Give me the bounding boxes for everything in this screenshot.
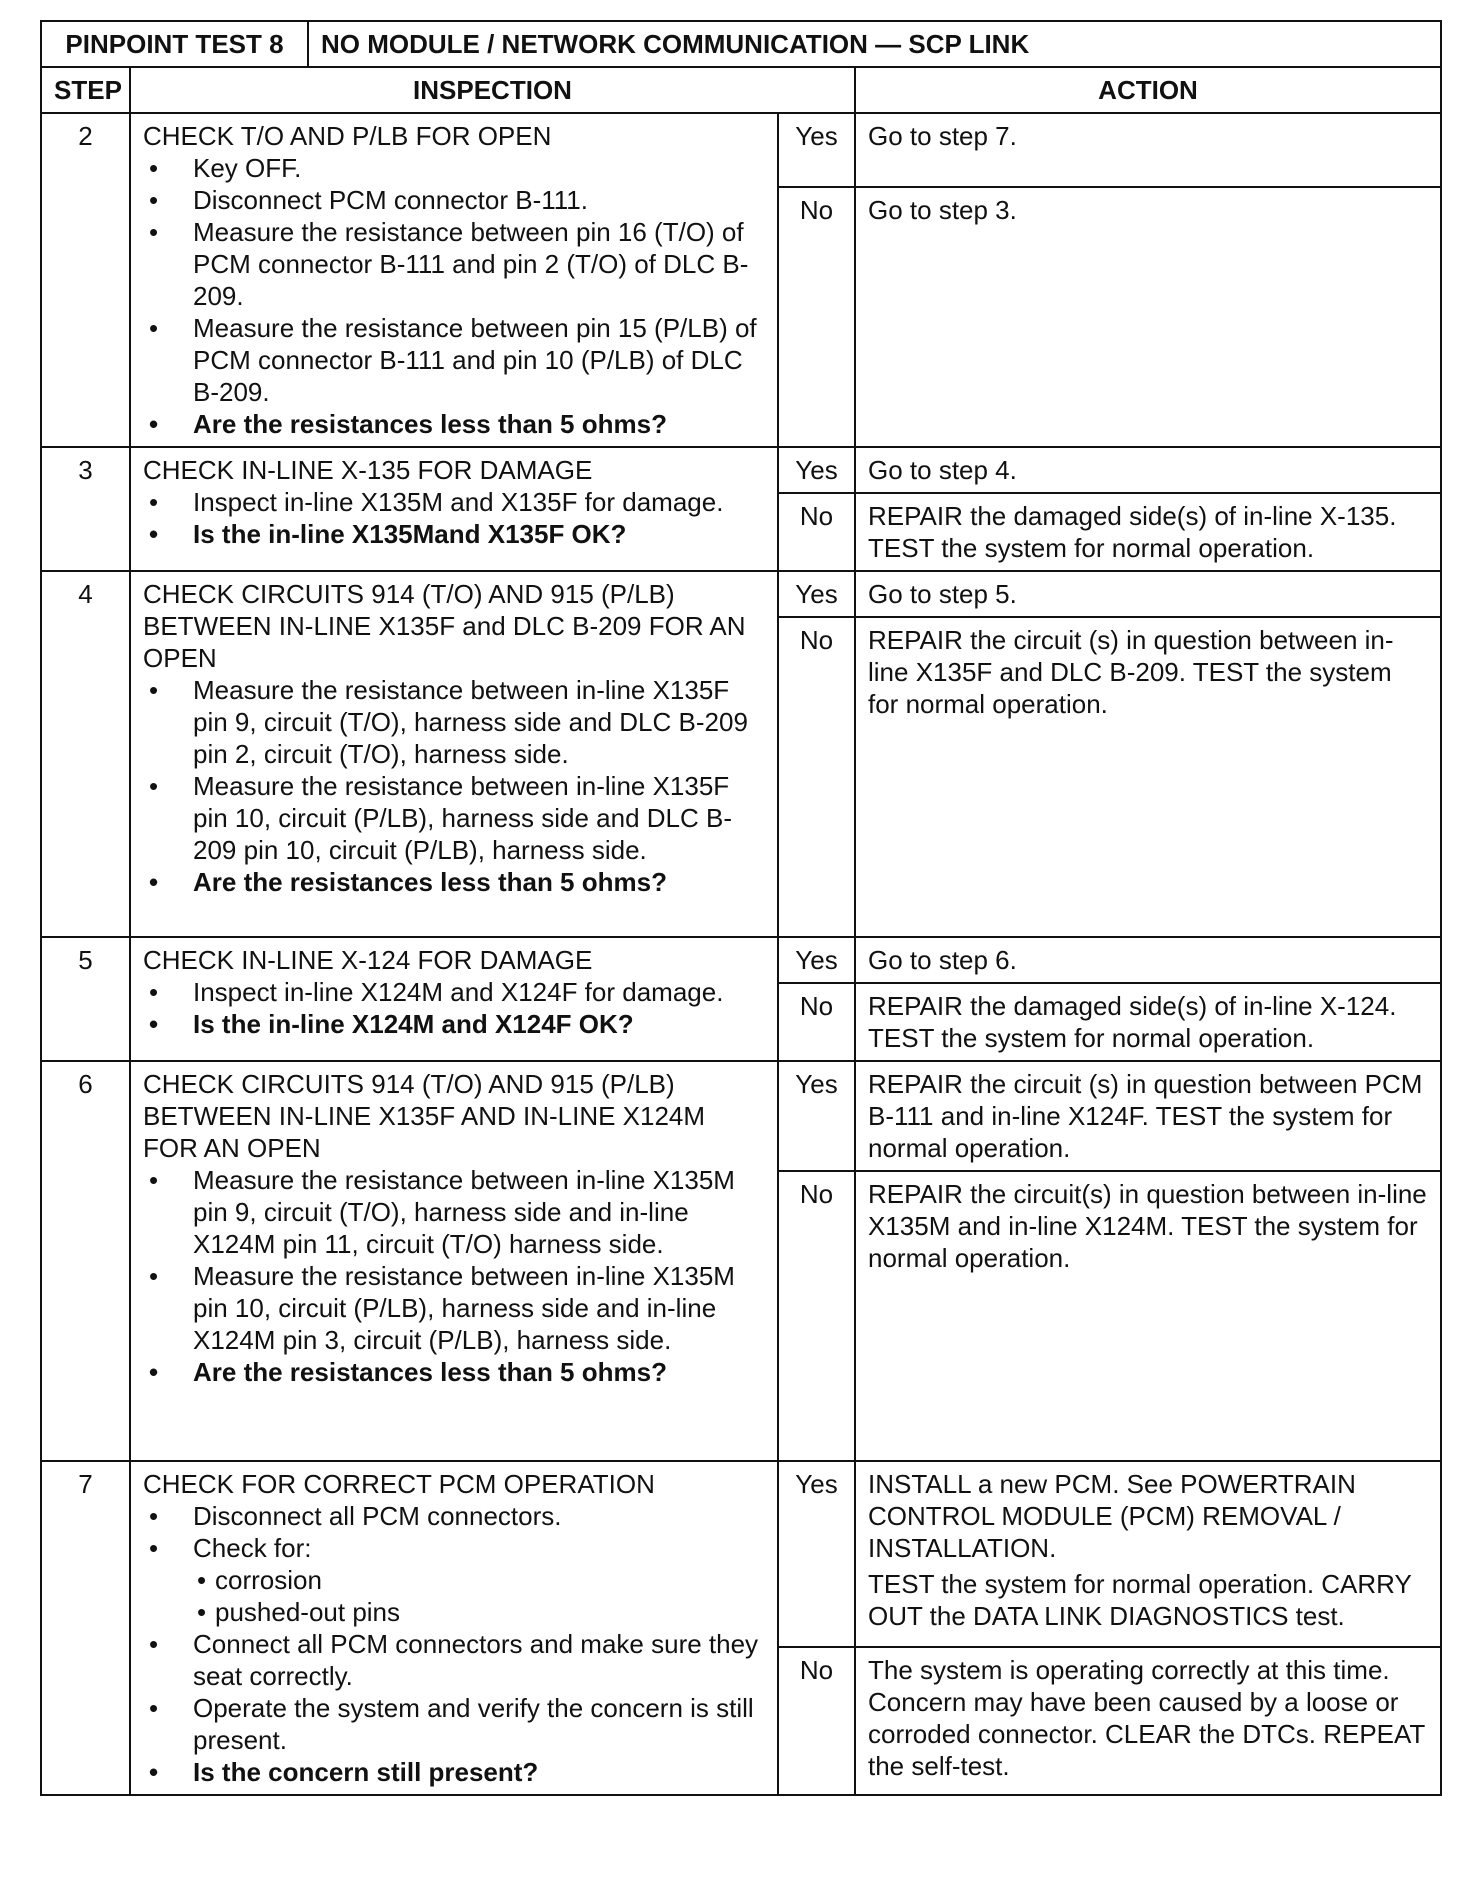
step-column-header: STEP bbox=[41, 67, 130, 113]
pinpoint-test-table bbox=[40, 20, 1442, 1796]
step-number: 5 bbox=[41, 937, 130, 1061]
no-action bbox=[855, 1171, 1441, 1461]
test-number-title: PINPOINT TEST 8 bbox=[41, 21, 308, 67]
inspection-bullets bbox=[143, 674, 765, 898]
action-text: Go to step 7. bbox=[868, 121, 1017, 151]
inspection-title: CHECK T/O AND P/LB FOR OPEN bbox=[143, 121, 552, 151]
inspection-bullets bbox=[143, 486, 765, 550]
inspection-bullet: Check for: bbox=[193, 1533, 312, 1563]
step-row-yes bbox=[41, 571, 1441, 617]
action-text: TEST the system for normal operation. CARRY OUT the DATA LINK DIAGNOSTICS test. bbox=[868, 1569, 1412, 1631]
yes-label: Yes bbox=[778, 571, 855, 617]
step-row-yes bbox=[41, 1061, 1441, 1171]
action-text: REPAIR the circuit (s) in question between in-line X135F and DLC B-209. TEST the system for normal operation. bbox=[868, 625, 1394, 719]
inspection-bullet: • Measure the resistance between pin 16 (T/O) of PCM connector B-111 and pin 2 (T/O) of DLC B-209. bbox=[143, 216, 765, 312]
inspection-title: CHECK FOR CORRECT PCM OPERATION bbox=[143, 1469, 655, 1499]
no-action bbox=[855, 493, 1441, 571]
inspection-sub-bullet: • corrosion bbox=[193, 1564, 765, 1596]
no-label: No bbox=[778, 493, 855, 571]
action-text: Go to step 4. bbox=[868, 455, 1017, 485]
step-number: 4 bbox=[41, 571, 130, 937]
yes-label: Yes bbox=[778, 447, 855, 493]
step-number: 6 bbox=[41, 1061, 130, 1461]
inspection-title: CHECK IN-LINE X-135 FOR DAMAGE bbox=[143, 455, 593, 485]
action-text: Go to step 5. bbox=[868, 579, 1017, 609]
inspection-title: CHECK IN-LINE X-124 FOR DAMAGE bbox=[143, 945, 593, 975]
no-label: No bbox=[778, 617, 855, 937]
action-text: REPAIR the circuit(s) in question between in-line X135M and in-line X124M. TEST the system for normal operation. bbox=[868, 1179, 1427, 1273]
action-text: The system is operating correctly at this time. Concern may have been caused by a loose or corroded connector. CLEAR the DTCs. REPEAT the self-test. bbox=[868, 1654, 1425, 1781]
inspection-question: • Are the resistances less than 5 ohms? bbox=[143, 1356, 765, 1388]
yes-action bbox=[855, 447, 1441, 493]
action-text: REPAIR the damaged side(s) of in-line X-135. TEST the system for normal operation. bbox=[868, 501, 1397, 563]
inspection-question: • Are the resistances less than 5 ohms? bbox=[143, 408, 765, 440]
inspection-bullets bbox=[143, 976, 765, 1040]
step-row-yes bbox=[41, 1461, 1441, 1647]
column-header-row bbox=[41, 67, 1441, 113]
yes-action bbox=[855, 571, 1441, 617]
yes-label: Yes bbox=[778, 1061, 855, 1171]
inspection-bullet: • Connect all PCM connectors and make sure they seat correctly. bbox=[143, 1628, 765, 1692]
inspection-bullet: • Measure the resistance between in-line X135M pin 9, circuit (T/O), harness side and in-line X124M pin 11, circuit (T/O) harness side. bbox=[143, 1164, 765, 1260]
inspection-title: CHECK CIRCUITS 914 (T/O) AND 915 (P/LB) BETWEEN IN-LINE X135F AND IN-LINE X124M FOR AN OPEN bbox=[143, 1069, 706, 1163]
inspection-question: • Is the concern still present? bbox=[143, 1756, 765, 1788]
no-label: No bbox=[778, 187, 855, 447]
yes-label: Yes bbox=[778, 113, 855, 187]
no-action bbox=[855, 983, 1441, 1061]
no-label: No bbox=[778, 1171, 855, 1461]
step-row-yes bbox=[41, 113, 1441, 187]
inspection-bullet: • Key OFF. bbox=[143, 152, 765, 184]
step-number: 7 bbox=[41, 1461, 130, 1795]
inspection-bullet: • Disconnect all PCM connectors. bbox=[143, 1500, 765, 1532]
test-name-title: NO MODULE / NETWORK COMMUNICATION — SCP LINK bbox=[308, 21, 1441, 67]
inspection-bullets bbox=[143, 152, 765, 440]
no-label: No bbox=[778, 983, 855, 1061]
action-column-header: ACTION bbox=[855, 67, 1441, 113]
inspection-bullet: • Inspect in-line X135M and X135F for damage. bbox=[143, 486, 765, 518]
inspection-bullet-with-sublist bbox=[143, 1532, 765, 1628]
step-number: 2 bbox=[41, 113, 130, 447]
inspection-bullets bbox=[143, 1500, 765, 1788]
no-label: No bbox=[778, 1647, 855, 1795]
yes-action bbox=[855, 1061, 1441, 1171]
yes-label: Yes bbox=[778, 937, 855, 983]
action-text: Go to step 3. bbox=[868, 195, 1017, 225]
inspection-bullet: • Measure the resistance between in-line X135M pin 10, circuit (P/LB), harness side and in-line X124M pin 3, circuit (P/LB), harness side. bbox=[143, 1260, 765, 1356]
inspection-column-header: INSPECTION bbox=[130, 67, 855, 113]
action-text: REPAIR the circuit (s) in question between PCM B-111 and in-line X124F. TEST the system for normal operation. bbox=[868, 1069, 1423, 1163]
inspection-cell bbox=[130, 1461, 778, 1795]
step-number: 3 bbox=[41, 447, 130, 571]
no-action bbox=[855, 617, 1441, 937]
inspection-cell bbox=[130, 113, 778, 447]
yes-action bbox=[855, 937, 1441, 983]
inspection-bullet: • Operate the system and verify the concern is still present. bbox=[143, 1692, 765, 1756]
inspection-title: CHECK CIRCUITS 914 (T/O) AND 915 (P/LB) BETWEEN IN-LINE X135F and DLC B-209 FOR AN OPEN bbox=[143, 579, 746, 673]
yes-action bbox=[855, 1461, 1441, 1647]
inspection-bullets bbox=[143, 1164, 765, 1388]
step-row-yes bbox=[41, 447, 1441, 493]
step-row-yes bbox=[41, 937, 1441, 983]
inspection-bullet: • Measure the resistance between pin 15 (P/LB) of PCM connector B-111 and pin 10 (P/LB) of DLC B-209. bbox=[143, 312, 765, 408]
inspection-bullet: • Measure the resistance between in-line X135F pin 9, circuit (T/O), harness side and DLC B-209 pin 2, circuit (T/O), harness side. bbox=[143, 674, 765, 770]
action-text: INSTALL a new PCM. See POWERTRAIN CONTROL MODULE (PCM) REMOVAL / INSTALLATION. bbox=[868, 1469, 1356, 1563]
inspection-bullet: • Inspect in-line X124M and X124F for damage. bbox=[143, 976, 765, 1008]
inspection-bullet: • Disconnect PCM connector B-111. bbox=[143, 184, 765, 216]
inspection-bullet: • Measure the resistance between in-line X135F pin 10, circuit (P/LB), harness side and DLC B-209 pin 10, circuit (P/LB), harness side. bbox=[143, 770, 765, 866]
inspection-sub-bullets bbox=[193, 1564, 765, 1628]
inspection-cell bbox=[130, 447, 778, 571]
inspection-sub-bullet: • pushed-out pins bbox=[193, 1596, 765, 1628]
title-row bbox=[41, 21, 1441, 67]
inspection-question: • Is the in-line X135Mand X135F OK? bbox=[143, 518, 765, 550]
no-action bbox=[855, 187, 1441, 447]
inspection-cell bbox=[130, 1061, 778, 1461]
inspection-cell bbox=[130, 937, 778, 1061]
inspection-cell bbox=[130, 571, 778, 937]
inspection-question: • Are the resistances less than 5 ohms? bbox=[143, 866, 765, 898]
yes-action bbox=[855, 113, 1441, 187]
no-action bbox=[855, 1647, 1441, 1795]
yes-label: Yes bbox=[778, 1461, 855, 1647]
action-text: Go to step 6. bbox=[868, 945, 1017, 975]
action-text: REPAIR the damaged side(s) of in-line X-124. TEST the system for normal operation. bbox=[868, 991, 1397, 1053]
inspection-question: • Is the in-line X124M and X124F OK? bbox=[143, 1008, 765, 1040]
